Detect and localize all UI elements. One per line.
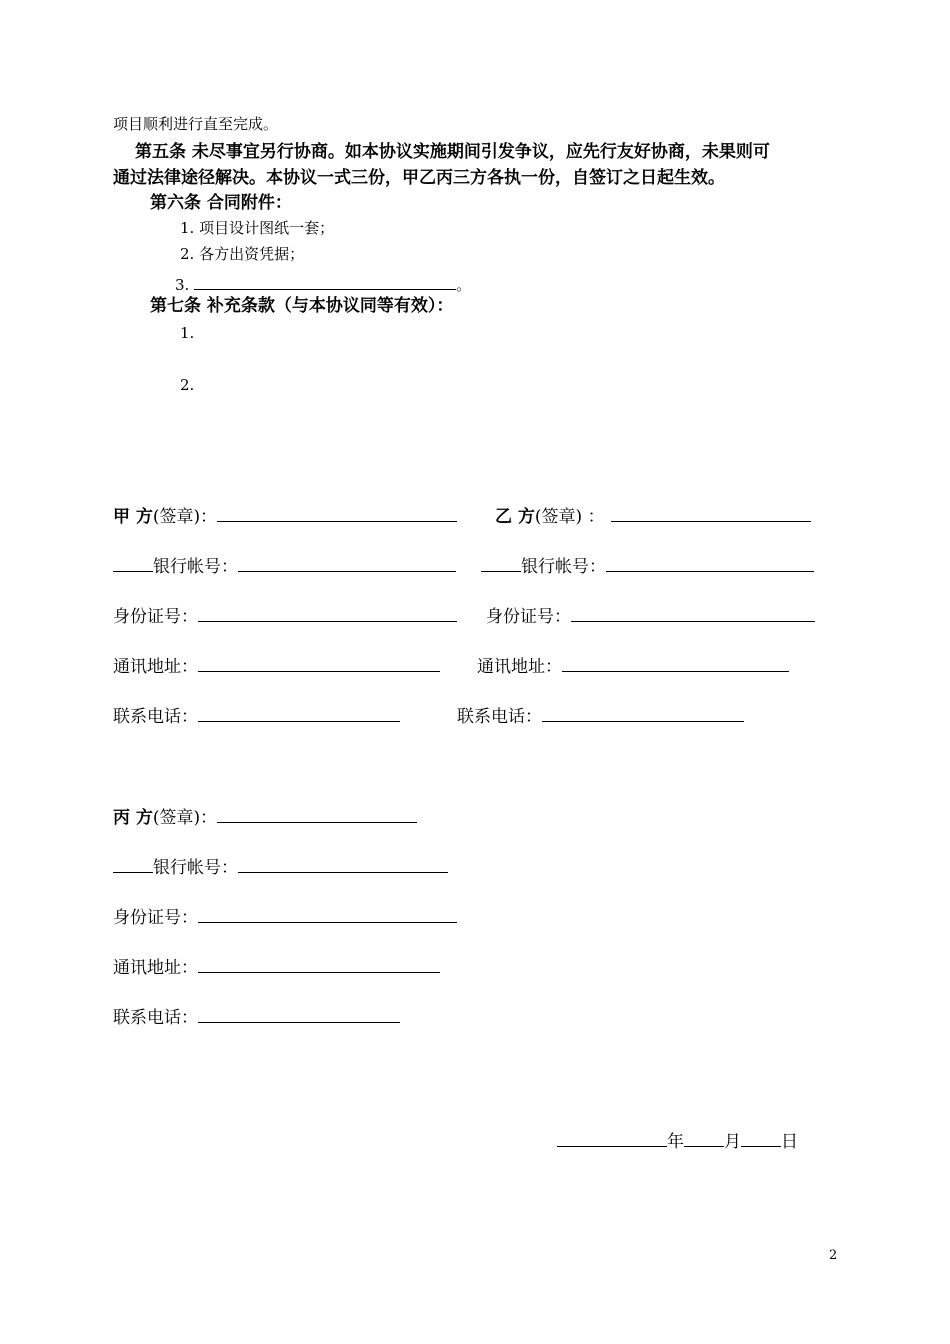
party-c-phone-row [113,1006,400,1027]
party-c-bank-name-blank[interactable] [113,856,153,873]
party-a-bank-name-blank[interactable] [113,555,153,572]
party-b-bank-name-blank[interactable] [481,555,521,572]
party-a-address-label: 通讯地址： [113,657,198,677]
party-a-address-row [113,655,440,676]
party-c-label: 丙 方 [113,808,153,828]
party-b-bank-row [481,555,814,576]
article7-item-1: 1. [180,324,195,342]
party-c-seal-row [113,806,417,827]
party-b-label: 乙 方 [495,507,535,527]
party-c-address-blank[interactable] [198,956,440,973]
party-c-phone-blank[interactable] [198,1006,400,1023]
party-b-seal-label: (签章) ： [534,507,605,527]
party-a-label: 甲 方 [113,507,153,527]
article5-line1: 第五条 未尽事宜另行协商。如本协议实施期间引发争议，应先行友好协商，未果则可 [135,142,770,162]
party-b-address-label: 通讯地址： [477,657,562,677]
party-c-id-row [113,906,457,927]
party-b-bank-blank[interactable] [606,555,814,572]
article6-heading: 第六条 合同附件： [150,193,292,213]
party-a-phone-row [113,705,400,726]
party-a-id-blank[interactable] [198,605,457,622]
signing-date-row [557,1130,798,1151]
party-a-phone-blank[interactable] [198,705,400,722]
party-c-id-blank[interactable] [198,906,457,923]
date-month-label: 月 [724,1132,741,1152]
party-b-id-label: 身份证号： [486,607,571,627]
party-a-id-label: 身份证号： [113,607,198,627]
date-month-blank[interactable] [684,1130,724,1147]
party-b-phone-label: 联系电话： [457,707,542,727]
party-b-id-row [486,605,815,626]
party-c-phone-label: 联系电话： [113,1008,198,1028]
party-a-bank-blank[interactable] [238,555,456,572]
party-a-seal-row [113,505,457,526]
article6-item-1: 1. 项目设计图纸一套； [180,219,335,237]
party-c-address-row [113,956,440,977]
article6-item-3 [175,273,471,293]
article6-item-3-suffix: 。 [456,276,472,294]
party-a-seal-blank[interactable] [217,505,457,522]
party-b-bank-label: 银行帐号： [521,557,606,577]
article5-line2: 通过法律途径解决。本协议一式三份，甲乙丙三方各执一份，自签订之日起生效。 [113,168,725,188]
party-b-id-blank[interactable] [571,605,815,622]
party-b-seal-blank[interactable] [611,505,811,522]
party-c-seal-label: (签章)： [152,808,218,828]
party-b-address-row [477,655,789,676]
party-b-address-blank[interactable] [562,655,789,672]
party-b-phone-blank[interactable] [542,705,744,722]
party-a-address-blank[interactable] [198,655,440,672]
date-year-blank[interactable] [557,1130,667,1147]
party-c-bank-blank[interactable] [238,856,448,873]
article7-item-2: 2. [180,376,195,394]
article7-heading: 第七条 补充条款（与本协议同等有效）： [150,296,454,316]
article6-item-2: 2. 各方出资凭据； [180,245,305,263]
party-c-id-label: 身份证号： [113,908,198,928]
party-a-bank-label: 银行帐号： [153,557,238,577]
party-a-bank-row [113,555,456,576]
party-a-seal-label: (签章)： [152,507,218,527]
article6-item-3-label: 3. [175,276,190,294]
date-year-label: 年 [667,1132,684,1152]
article6-item-3-blank[interactable] [194,273,456,290]
party-c-bank-label: 银行帐号： [153,858,238,878]
party-c-bank-row [113,856,448,877]
party-b-seal-row [495,505,811,526]
party-c-address-label: 通讯地址： [113,958,198,978]
party-a-id-row [113,605,457,626]
party-b-phone-row [457,705,744,726]
date-day-blank[interactable] [741,1130,781,1147]
continuation-text: 项目顺利进行直至完成。 [113,115,279,133]
party-a-phone-label: 联系电话： [113,707,198,727]
party-c-seal-blank[interactable] [217,806,417,823]
date-day-label: 日 [781,1132,798,1152]
page-number: 2 [829,1248,838,1263]
